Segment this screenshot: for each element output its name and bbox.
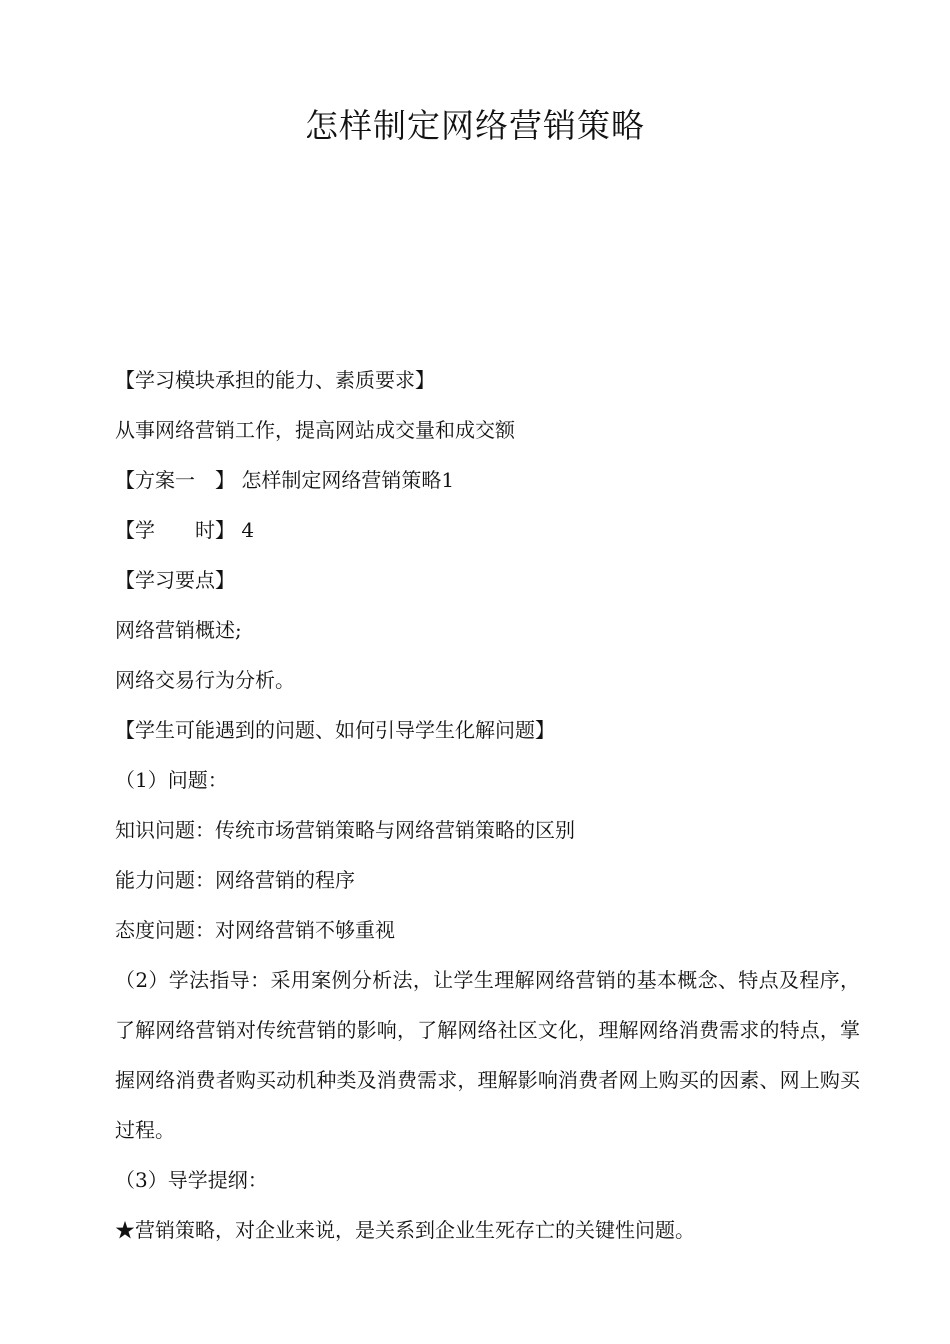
problem-heading: （1）问题： <box>115 768 228 792</box>
section-heading-plan: 【方案一 】 怎样制定网络营销策略1 <box>115 468 455 492</box>
key-point-behavior: 网络交易行为分析。 <box>115 668 295 692</box>
section-heading-ability: 【学习模块承担的能力、素质要求】 <box>115 368 435 392</box>
document-body <box>115 355 860 1255</box>
problem-attitude: 态度问题：对网络营销不够重视 <box>115 918 395 942</box>
study-outline-point: ★营销策略，对企业来说，是关系到企业生死存亡的关键性问题。 <box>115 1218 695 1242</box>
problem-knowledge: 知识问题：传统市场营销策略与网络营销策略的区别 <box>115 818 575 842</box>
section-heading-key-points: 【学习要点】 <box>115 568 235 592</box>
section-heading-hours: 【学 时】 4 <box>115 518 255 542</box>
section-heading-problems: 【学生可能遇到的问题、如何引导学生化解问题】 <box>115 718 555 742</box>
body-line-work: 从事网络营销工作，提高网站成交量和成交额 <box>115 418 515 442</box>
document-title: 怎样制定网络营销策略 <box>305 106 645 145</box>
key-point-overview: 网络营销概述; <box>115 618 242 642</box>
problem-ability: 能力问题：网络营销的程序 <box>115 868 355 892</box>
study-guidance-paragraph: （2）学法指导：采用案例分析法，让学生理解网络营销的基本概念、特点及程序，了解网络营销对传统营销的影响，了解网络社区文化，理解网络消费需求的特点，掌握网络消费者购买动机种类及消费需求，理解影响消费者网上购买的因素、网上购买过程。 <box>115 968 860 1142</box>
study-outline-heading: （3）导学提纲： <box>115 1168 268 1192</box>
